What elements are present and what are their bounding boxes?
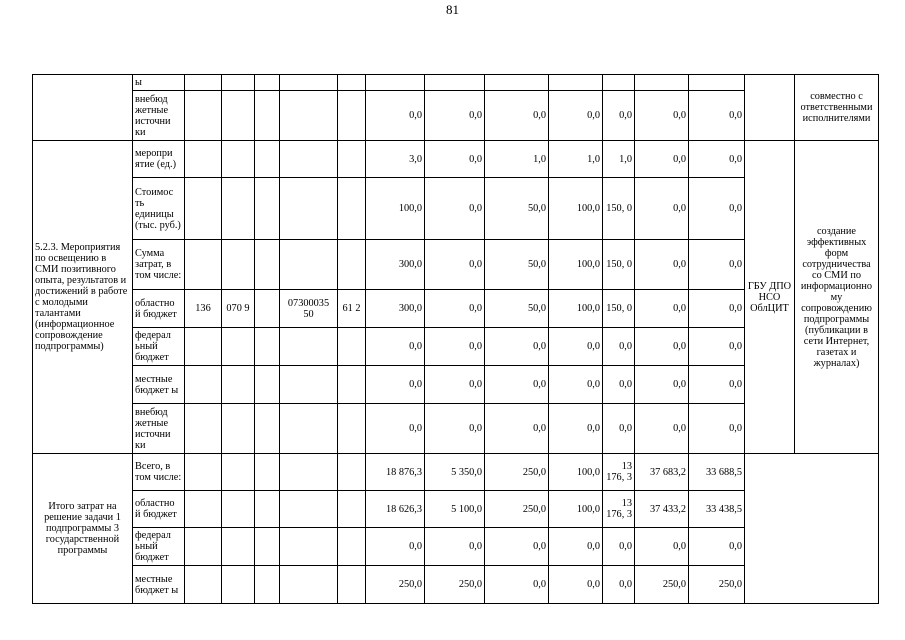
prev-measure-name-cell: [33, 75, 133, 141]
measure-name: 5.2.3. Мероприятия по освещению в СМИ позитивного опыта, результатов и достижений в работе с молодыми талантами (информационное сопровождение подпрограммы): [33, 141, 133, 454]
prev-result-cell: совместно с ответственными исполнителями: [795, 75, 879, 141]
table-row: внебюд жетные источни ки 0,0 0,0 0,0 0,0 0,0 0,0 0,0: [33, 91, 879, 141]
table-row: местные бюджет ы 250,0 250,0 0,0 0,0 0,0 250,0 250,0: [33, 566, 879, 604]
expected-result: создание эффективных форм сотрудничества со СМИ по информационно му сопровождению подпрограммы (публикации в сети Интернет, газетах и журналах): [795, 141, 879, 454]
table-row: федерал ьный бюджет 0,0 0,0 0,0 0,0 0,0 0,0 0,0: [33, 528, 879, 566]
csr-code: 07300035 50: [280, 290, 338, 328]
prev-executor-cell: [745, 75, 795, 141]
table-row: федерал ьный бюджет 0,0 0,0 0,0 0,0 0,0 0,0 0,0: [33, 328, 879, 366]
total-name: Итого затрат на решение задачи 1 подпрограммы 3 государственной программы: [33, 454, 133, 604]
table-row: Сумма затрат, в том числе: 300,0 0,0 50,0 100,0 150, 0 0,0 0,0: [33, 240, 879, 290]
row-label: ы: [133, 75, 185, 91]
rzpr-code: 070 9: [222, 290, 255, 328]
table-row: областно й бюджет 136 070 9 07300035 50 61 2 300,0 0,0 50,0 100,0 150, 0 0,0 0,0: [33, 290, 879, 328]
table-row: [33, 75, 879, 91]
grbs-code: 136: [185, 290, 222, 328]
table-row: 5.2.3. Мероприятия по освещению в СМИ позитивного опыта, результатов и достижений в работе с молодыми талантами (информационное сопровождение подпрограммы) меропри ятие (ед.) 3,0 0,0 1,0 1,0 1,0 0,0 0,0 ГБУ ДПО НСО ОблЦИТ создание эффективных форм сотрудничества со СМИ по информационно му сопровождению подпрограммы (публикации в сети Интернет, газетах и журналах): [33, 141, 879, 178]
table-row: областно й бюджет 18 626,3 5 100,0 250,0 100,0 13 176, 3 37 433,2 33 438,5: [33, 491, 879, 528]
table-row: местные бюджет ы 0,0 0,0 0,0 0,0 0,0 0,0 0,0: [33, 366, 879, 404]
executor: ГБУ ДПО НСО ОблЦИТ: [745, 141, 795, 454]
page-number: 81: [446, 2, 459, 17]
vr-code: 61 2: [338, 290, 366, 328]
table-row: Итого затрат на решение задачи 1 подпрограммы 3 государственной программы Всего, в том числе: 18 876,3 5 350,0 250,0 100,0 13 176, 3 37 683,2 33 688,5: [33, 454, 879, 491]
table-row: Стоимос ть единицы (тыс. руб.) 100,0 0,0 50,0 100,0 150, 0 0,0 0,0: [33, 178, 879, 240]
row-label: внебюд жетные источни ки: [133, 91, 185, 141]
table-row: внебюд жетные источни ки 0,0 0,0 0,0 0,0 0,0 0,0 0,0: [33, 404, 879, 454]
budget-table: [32, 74, 879, 604]
